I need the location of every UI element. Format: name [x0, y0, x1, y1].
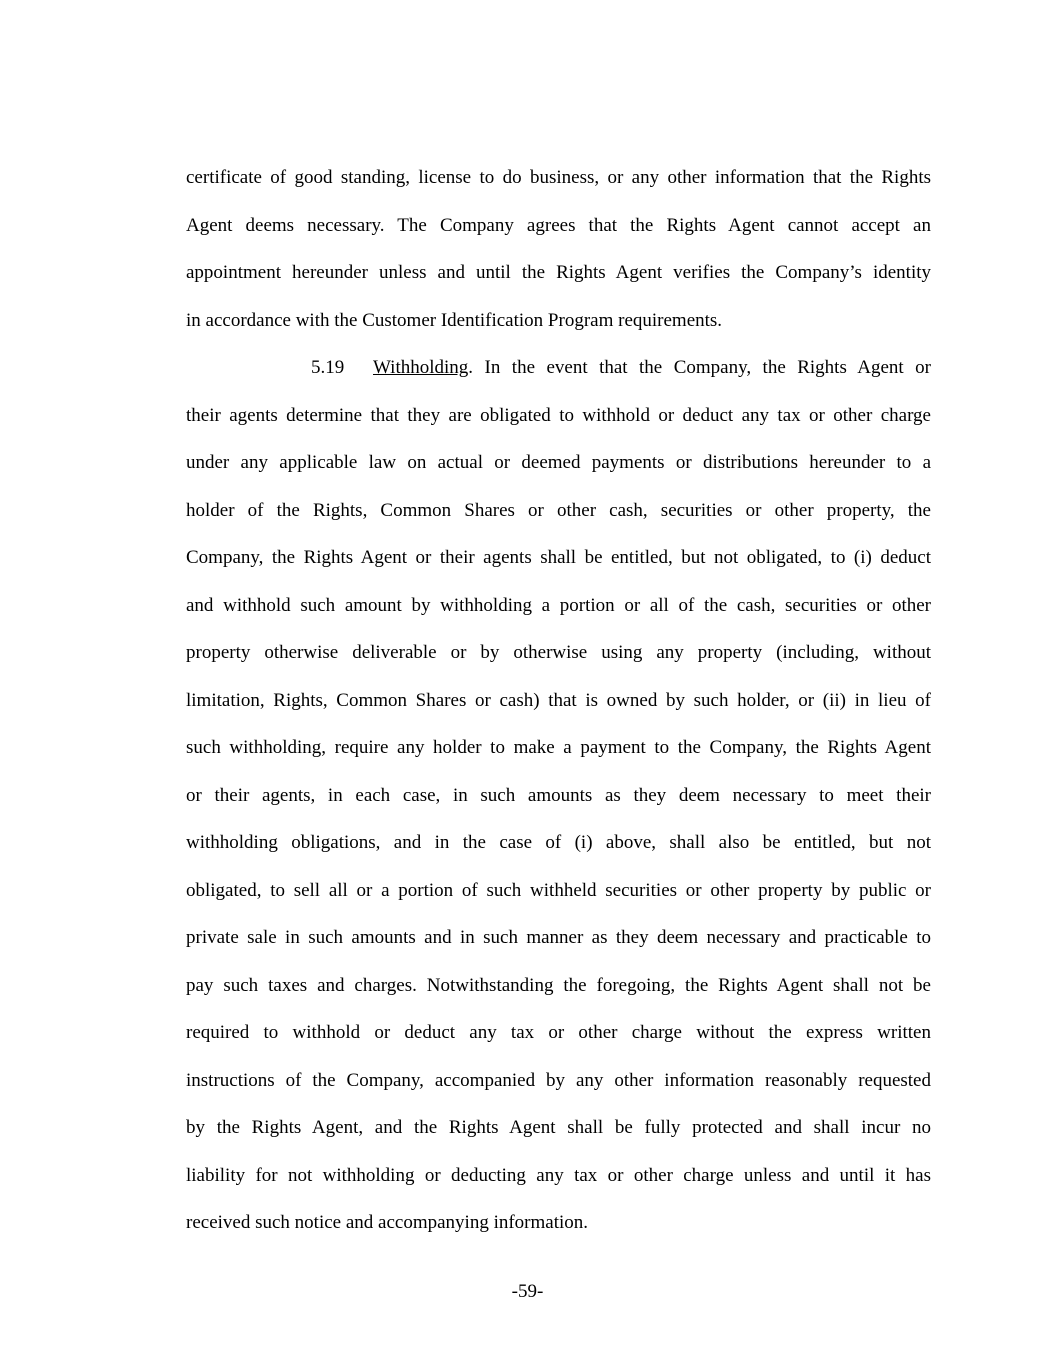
text-line: under any applicable law on actual or deemed payments or distributions hereunder to a — [186, 452, 931, 473]
section-5-19 — [186, 344, 931, 1247]
page-number: -59- — [511, 1281, 544, 1302]
paragraph-continuation — [186, 154, 931, 344]
section-title: Withholding — [373, 357, 469, 378]
section-heading-text: . In the event that the Company, the Rights Agent or — [468, 357, 931, 378]
text-line: and withhold such amount by withholding a portion or all of the cash, securities or other — [186, 594, 931, 616]
text-line: pay such taxes and charges. Notwithstanding the foregoing, the Rights Agent shall not be — [186, 974, 931, 996]
text-line: holder of the Rights, Common Shares or other cash, securities or other property, the — [186, 499, 931, 521]
text-line: Agent deems necessary. The Company agrees that the Rights Agent cannot accept an — [186, 214, 931, 236]
text-line: their agents determine that they are obligated to withhold or deduct any tax or other charge — [186, 404, 931, 426]
text-line: withholding obligations, and in the case of (i) above, shall also be entitled, but not — [186, 832, 931, 853]
text-line: by the Rights Agent, and the Rights Agent shall be fully protected and shall incur no — [186, 1117, 931, 1138]
section-number: 5.19 — [311, 357, 345, 378]
text-line: obligated, to sell all or a portion of such withheld securities or other property by public or — [186, 879, 931, 901]
body-text — [186, 154, 931, 1247]
text-line: liability for not withholding or deducting any tax or other charge unless and until it has — [186, 1164, 931, 1186]
text-line: in accordance with the Customer Identification Program requirements. — [186, 309, 723, 331]
text-line: or their agents, in each case, in such amounts as they deem necessary to meet their — [186, 784, 931, 806]
text-line: certificate of good standing, license to do business, or any other information that the Rights — [186, 167, 931, 188]
text-line: limitation, Rights, Common Shares or cash) that is owned by such holder, or (ii) in lieu of — [186, 689, 931, 711]
text-line: instructions of the Company, accompanied by any other information reasonably requested — [186, 1069, 931, 1091]
text-line: property otherwise deliverable or by otherwise using any property (including, without — [186, 642, 931, 663]
text-line: Company, the Rights Agent or their agents shall be entitled, but not obligated, to (i) deduct — [186, 547, 931, 568]
text-line: such withholding, require any holder to make a payment to the Company, the Rights Agent — [186, 737, 931, 758]
section-heading-line — [186, 344, 931, 392]
text-line: private sale in such amounts and in such manner as they deem necessary and practicable to — [186, 927, 931, 948]
text-line: required to withhold or deduct any tax or other charge without the express written — [186, 1022, 931, 1043]
text-line: appointment hereunder unless and until the Rights Agent verifies the Company’s identity — [186, 262, 931, 283]
text-line: received such notice and accompanying information. — [186, 1212, 589, 1233]
